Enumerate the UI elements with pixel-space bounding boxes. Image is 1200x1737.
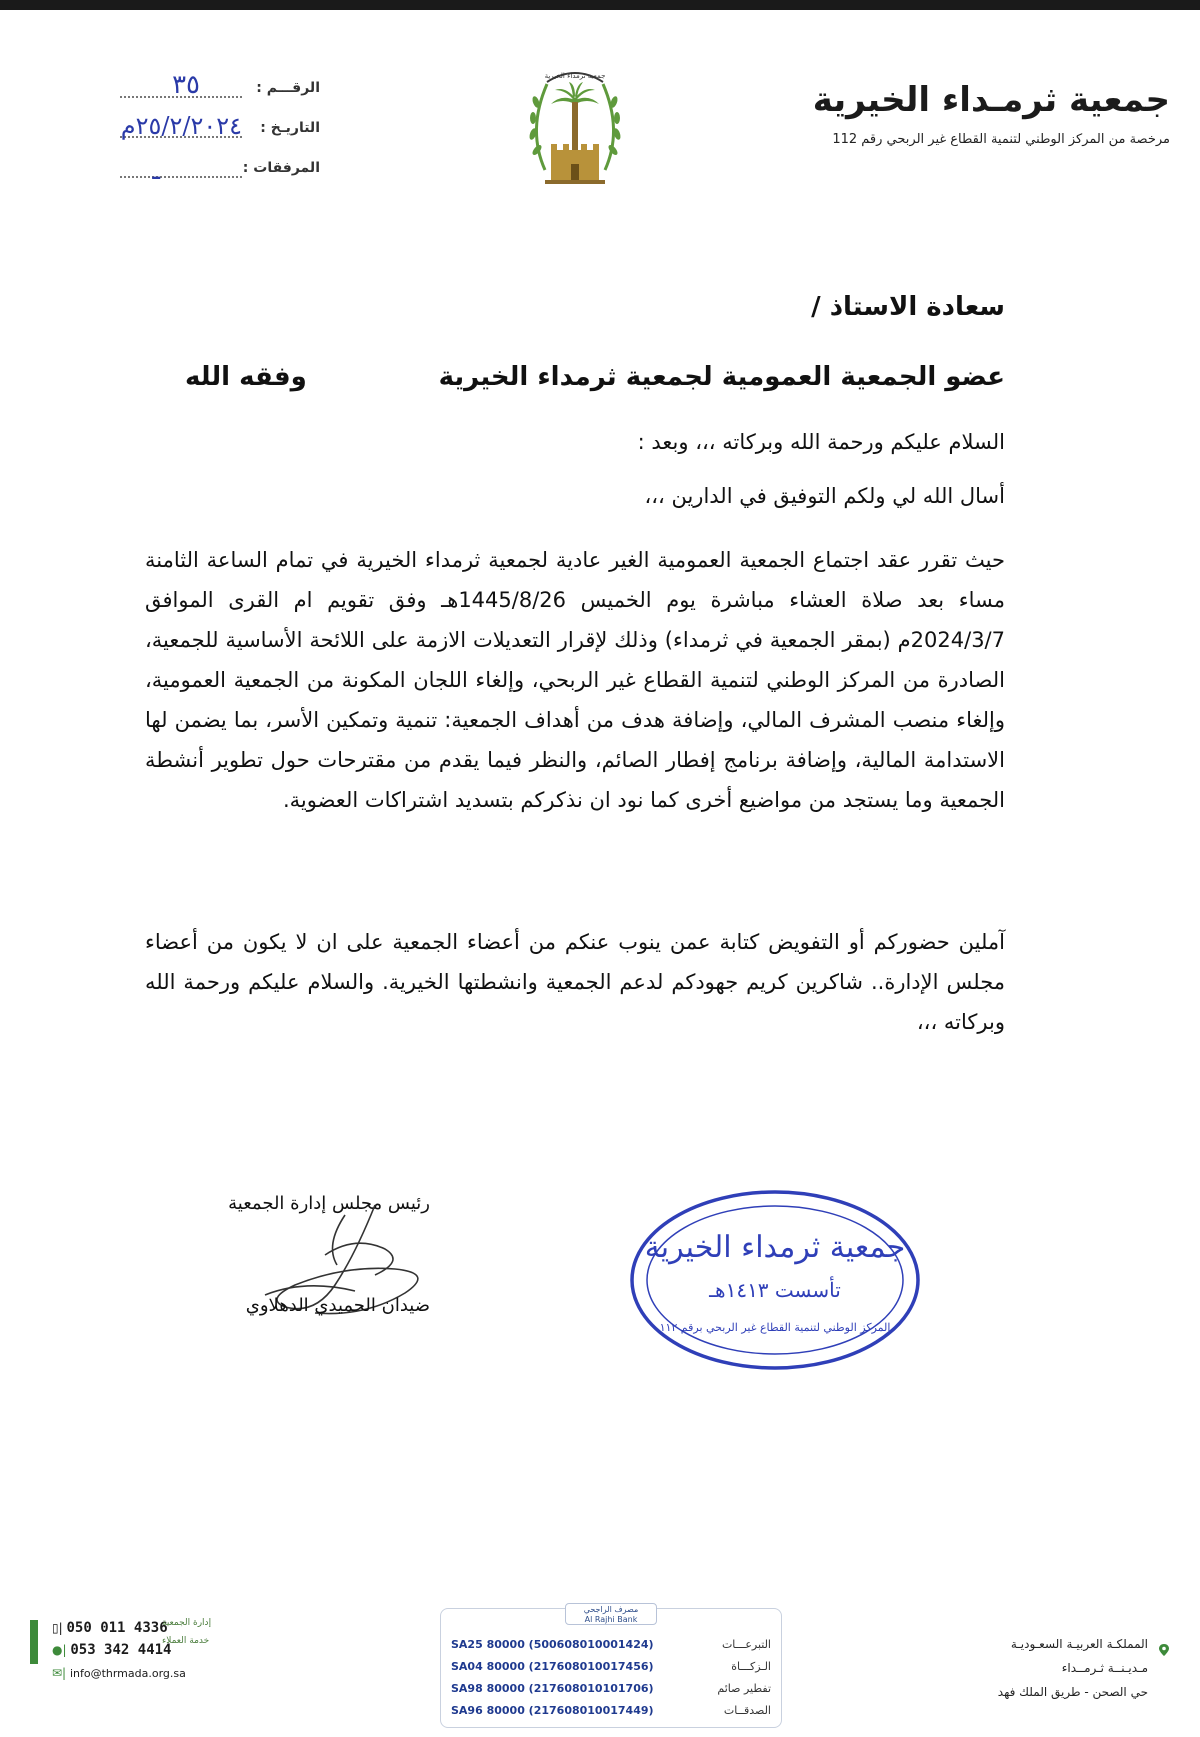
organization-name: جمعية ثرمـداء الخيرية	[812, 80, 1170, 120]
salutation: سعادة الاستاذ /	[811, 292, 1005, 322]
signatory-name: ضيدان الحميدي الدهلاوي	[245, 1295, 430, 1316]
contact-row	[52, 1636, 210, 1662]
official-stamp	[625, 1185, 925, 1375]
organization-header	[730, 78, 1170, 147]
closing-paragraph: آملين حضوركم أو التفويض كتابة عمن ينوب عنكم من أعضاء الجمعية على ان لا يكون من أعضاء مجلس الإدارة.. شاكرين كريم جهودكم لدعم الجمعية وانشطتها الخيرية. والسلام عليكم ورحمة الله وبركاته ،،،	[145, 930, 1005, 1034]
stamp-registration: المركز الوطني لتنمية القطاع غير الربحي برقم ١١٢	[659, 1321, 891, 1334]
recipient-title: عضو الجمعية العمومية لجمعية ثرمداء الخيرية	[438, 362, 1005, 392]
bank-logo	[565, 1603, 657, 1625]
contact-email: info@thrmada.org.sa	[69, 1667, 186, 1680]
bank-name: مصرف الراجحي	[583, 1605, 639, 1614]
contact-row	[52, 1666, 186, 1686]
address-street: حي الصحن - طريق الملك فهد	[997, 1685, 1148, 1699]
greeting: السلام عليكم ورحمة الله وبركاته ،،، وبعد :	[637, 430, 1005, 454]
bank-account-row	[451, 1635, 771, 1657]
contact-phone: 053 342 4414	[70, 1642, 172, 1658]
stamp-org-name: جمعية ثرمداء الخيرية	[644, 1230, 906, 1265]
date-label: التاريـخ :	[260, 120, 320, 136]
date-value: ٢٥/٢/٢٠٢٤م	[120, 112, 242, 140]
bank-account-row	[451, 1701, 771, 1723]
account-label: الصدقــات	[723, 1704, 771, 1717]
bank-name-en: Al Rajhi Bank	[584, 1615, 638, 1624]
location-pin-icon	[1158, 1644, 1170, 1656]
signatory-title: رئيس مجلس إدارة الجمعية	[228, 1193, 430, 1214]
reference-block	[20, 70, 320, 196]
attachments-value: ـ	[152, 156, 160, 186]
stamp-founded: تأسست ١٤١٣هـ	[709, 1278, 841, 1302]
main-paragraph: حيث تقرر عقد اجتماع الجمعية العمومية الغير عادية لجمعية ثرمداء الخيرية في تمام الساعة الثامنة مساء بعد صلاة العشاء مباشرة يوم الخميس 1445/8/26هـ وفق تقويم ام القرى الموافق 2024/3/7م (بمقر الجمعية في ثرمداء) وذلك لإقرار التعديلات الازمة على اللائحة الأساسية للجمعية، الصادرة من المركز الوطني لتنمية القطاع غير الربحي، وإلغاء اللجان المكونة من الجمعية العمومية، وإلغاء منصب المشرف المالي، وإضافة هدف من أهداف الجمعية: تنمية وتمكين الأسر، بما يضمن لها الاستدامة المالية، وإضافة برنامج إفطار الصائم، والنظر فيما يقدم من مقترحات حول تطوير أنشطة الجمعية وما يستجد من مواضيع أخرى كما نود ان نذكركم بتسديد اشتراكات العضوية.	[145, 548, 1005, 812]
account-label: التبرعـــات	[721, 1638, 771, 1651]
reference-number-row	[20, 70, 320, 116]
top-border	[0, 0, 1200, 10]
date-row	[20, 112, 320, 156]
wish-line: أسال الله لي ولكم التوفيق في الدارين ،،،	[644, 484, 1005, 508]
address-city: مـديـنــة ثـرمــداء	[1061, 1661, 1148, 1675]
account-iban: SA96 80000 (217608010017449)	[451, 1704, 654, 1717]
attachments-row	[20, 156, 320, 196]
contact-phone: 050 011 4336	[66, 1620, 168, 1636]
accent-bar	[30, 1620, 38, 1664]
whatsapp-icon: ●|	[52, 1643, 67, 1657]
reference-number-label: الرقـــم :	[256, 80, 320, 96]
dotted-line	[120, 176, 242, 178]
bank-accounts-box	[440, 1605, 782, 1728]
phone-icon: ▯|	[52, 1621, 63, 1635]
contact-label: إدارة الجمعية	[162, 1618, 212, 1628]
palm-tree-logo-icon	[525, 60, 625, 200]
account-iban: SA04 80000 (217608010017456)	[451, 1660, 654, 1673]
address-country: المملكـة العربيـة السعـوديـة	[1010, 1637, 1148, 1651]
email-icon: ✉|	[52, 1666, 67, 1680]
logo-text: جمعية ثرمداء الخيرية	[544, 72, 606, 80]
account-iban: SA98 80000 (217608010101706)	[451, 1682, 654, 1695]
account-label: تفطير صائم	[717, 1682, 771, 1695]
bank-account-row	[451, 1679, 771, 1701]
license-text: مرخصة من المركز الوطني لتنمية القطاع غير الربحي رقم 112	[832, 132, 1170, 147]
recipient-line	[145, 362, 1005, 392]
reference-number-value: ٣٥	[172, 70, 200, 100]
bank-account-row	[451, 1657, 771, 1679]
address-block	[910, 1637, 1170, 1704]
attachments-label: المرفقات :	[242, 160, 320, 176]
contact-row	[52, 1618, 212, 1640]
contact-label: خدمة العملاء	[162, 1636, 210, 1646]
account-iban: SA25 80000 (500608010001424)	[451, 1638, 654, 1651]
blessing: وفقه الله	[185, 362, 307, 392]
account-label: الـزكـــاة	[731, 1660, 771, 1673]
